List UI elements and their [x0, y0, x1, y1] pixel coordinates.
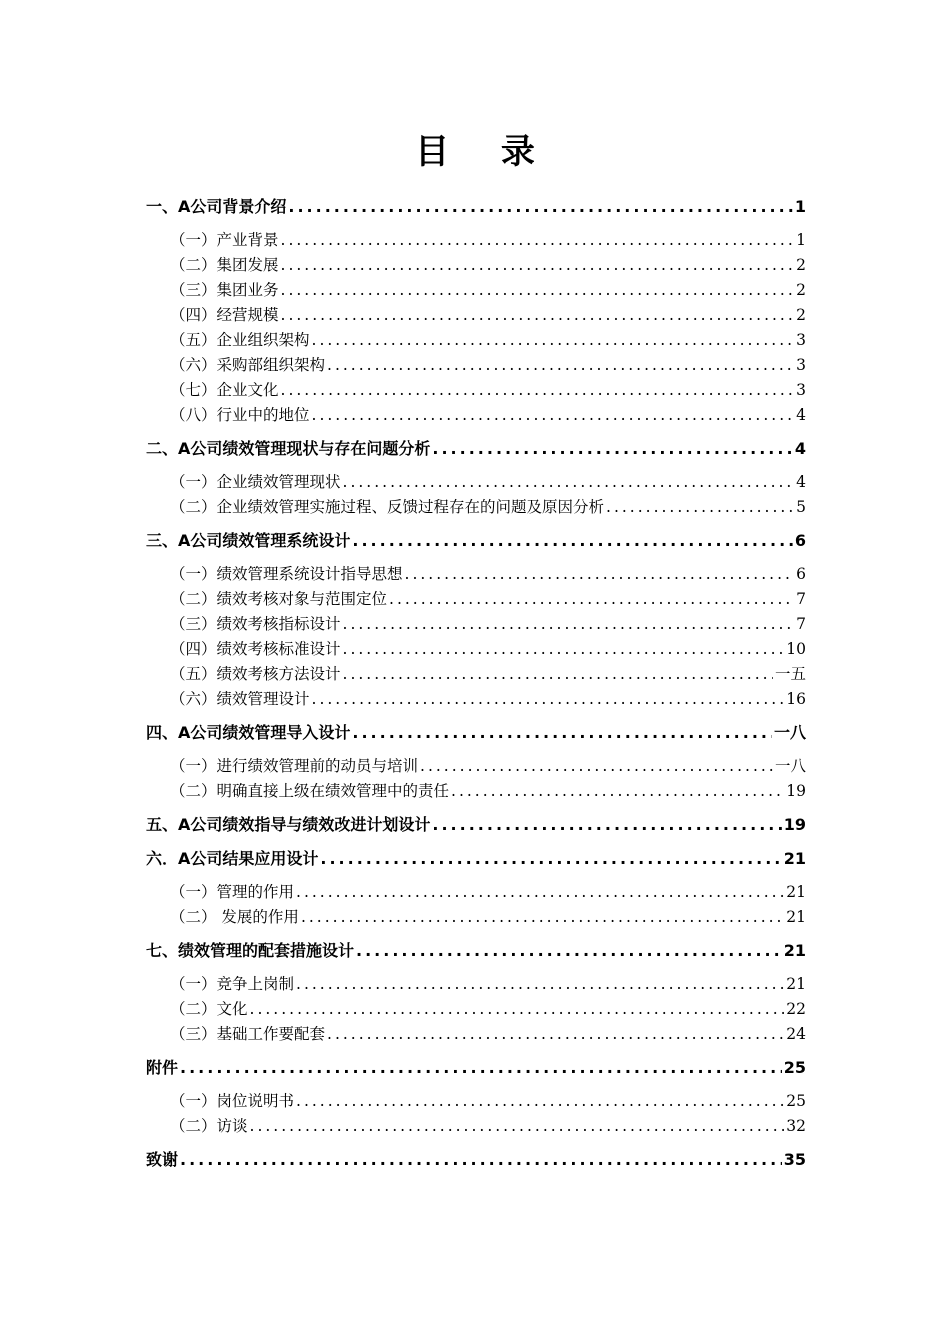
toc-page-number: 3: [796, 331, 806, 349]
toc-entry-label: （二）集团发展: [170, 256, 279, 274]
toc-leader-dots: [281, 253, 795, 278]
toc-leader-dots: [281, 228, 795, 253]
toc-leader-dots: [327, 1022, 784, 1047]
toc-section-entry[interactable]: [146, 378, 806, 403]
toc-leader-dots: [606, 495, 794, 520]
toc-chapter-entry[interactable]: [146, 812, 806, 838]
toc-entry-label: （一）岗位说明书: [170, 1092, 295, 1110]
toc-page-number: 6: [794, 531, 806, 550]
toc-section-entry[interactable]: [146, 1089, 806, 1114]
toc-section-entry[interactable]: [146, 303, 806, 328]
toc-entry-label: （二）绩效考核对象与范围定位: [170, 590, 388, 608]
toc-entry-label: 三、A公司绩效管理系统设计: [146, 531, 351, 550]
toc-leader-dots: [312, 687, 785, 712]
toc-chapter-entry[interactable]: [146, 846, 806, 872]
toc-leader-dots: [180, 1147, 782, 1173]
toc-entry-label: 一、A公司背景介绍: [146, 197, 287, 216]
toc-section-entry[interactable]: [146, 779, 806, 804]
toc-page-number: 16: [786, 690, 806, 708]
toc-leader-dots: [343, 662, 773, 687]
toc-entry-label: 附件: [146, 1058, 179, 1077]
toc-leader-dots: [296, 880, 784, 905]
toc-entry-label: （七）企业文化: [170, 381, 279, 399]
toc-leader-dots: [451, 779, 784, 804]
toc-page-number: 一八: [774, 757, 806, 775]
toc-entry-label: （一）进行绩效管理前的动员与培训: [170, 757, 419, 775]
toc-entry-label: （五）企业组织架构: [170, 331, 310, 349]
toc-leader-dots: [320, 846, 781, 872]
toc-page-number: 10: [786, 640, 806, 658]
toc-section-entry[interactable]: [146, 997, 806, 1022]
toc-leader-dots: [420, 754, 773, 779]
toc-entry-label: （二）企业绩效管理实施过程、反馈过程存在的问题及原因分析: [170, 498, 605, 516]
toc-leader-dots: [405, 562, 795, 587]
toc-section-entry[interactable]: [146, 1114, 806, 1139]
toc-page-number: 21: [786, 883, 806, 901]
toc-page-number: 一八: [773, 723, 806, 742]
toc-page-number: 5: [796, 498, 806, 516]
toc-entry-label: 二、A公司绩效管理现状与存在问题分析: [146, 439, 431, 458]
toc-section-entry[interactable]: [146, 253, 806, 278]
toc-leader-dots: [389, 587, 794, 612]
toc-leader-dots: [296, 1089, 784, 1114]
toc-chapter-entry[interactable]: [146, 938, 806, 964]
toc-leader-dots: [352, 528, 792, 554]
toc-section-entry[interactable]: [146, 662, 806, 687]
toc-entry-label: （六）绩效管理设计: [170, 690, 310, 708]
toc-page-number: 1: [796, 231, 806, 249]
toc-page-number: 25: [786, 1092, 806, 1110]
toc-leader-dots: [250, 997, 785, 1022]
toc-chapter-entry[interactable]: [146, 1055, 806, 1081]
toc-entry-label: 四、A公司绩效管理导入设计: [146, 723, 351, 742]
toc-page-number: 3: [796, 356, 806, 374]
toc-leader-dots: [312, 328, 795, 353]
toc-page-number: 2: [796, 256, 806, 274]
toc-leader-dots: [296, 972, 784, 997]
toc-section-entry[interactable]: [146, 905, 806, 930]
toc-section-entry[interactable]: [146, 637, 806, 662]
toc-page-number: 4: [796, 406, 806, 424]
toc-leader-dots: [343, 637, 785, 662]
toc-leader-dots: [343, 470, 795, 495]
toc-entry-label: 七、绩效管理的配套措施设计: [146, 941, 355, 960]
toc-entry-label: （六）采购部组织架构: [170, 356, 326, 374]
toc-chapter-entry[interactable]: [146, 720, 806, 746]
toc-page-number: 19: [786, 782, 806, 800]
toc-section-entry[interactable]: [146, 470, 806, 495]
toc-chapter-entry[interactable]: [146, 436, 806, 462]
toc-section-entry[interactable]: [146, 972, 806, 997]
toc-leader-dots: [327, 353, 794, 378]
toc-page-number: 35: [783, 1150, 806, 1169]
toc-entry-label: （一）管理的作用: [170, 883, 295, 901]
toc-leader-dots: [288, 194, 792, 220]
table-of-contents: [146, 194, 806, 1181]
toc-leader-dots: [281, 378, 795, 403]
toc-entry-label: （八）行业中的地位: [170, 406, 310, 424]
toc-page-number: 1: [794, 197, 806, 216]
toc-chapter-entry[interactable]: [146, 194, 806, 220]
toc-leader-dots: [180, 1055, 782, 1081]
toc-entry-label: 致谢: [146, 1150, 179, 1169]
toc-page-number: 24: [786, 1025, 806, 1043]
toc-entry-label: （五）绩效考核方法设计: [170, 665, 341, 683]
toc-chapter-entry[interactable]: [146, 1147, 806, 1173]
toc-leader-dots: [301, 905, 784, 930]
toc-leader-dots: [432, 812, 781, 838]
toc-entry-label: （四）绩效考核标准设计: [170, 640, 341, 658]
toc-section-entry[interactable]: [146, 328, 806, 353]
toc-leader-dots: [250, 1114, 785, 1139]
toc-section-entry[interactable]: [146, 754, 806, 779]
toc-leader-dots: [312, 403, 795, 428]
toc-entry-label: （二） 发展的作用: [170, 908, 299, 926]
toc-section-entry[interactable]: [146, 612, 806, 637]
toc-leader-dots: [281, 278, 795, 303]
toc-leader-dots: [343, 612, 795, 637]
toc-page-number: 21: [783, 941, 806, 960]
toc-entry-label: （三）绩效考核指标设计: [170, 615, 341, 633]
toc-page-number: 6: [796, 565, 806, 583]
toc-section-entry[interactable]: [146, 353, 806, 378]
toc-section-entry[interactable]: [146, 587, 806, 612]
toc-page-number: 22: [786, 1000, 806, 1018]
toc-page-number: 21: [786, 908, 806, 926]
toc-entry-label: （二）访谈: [170, 1117, 248, 1135]
toc-entry-label: （四）经营规模: [170, 306, 279, 324]
toc-page-number: 4: [796, 473, 806, 491]
toc-entry-label: （一）绩效管理系统设计指导思想: [170, 565, 403, 583]
toc-section-entry[interactable]: [146, 278, 806, 303]
page-title: 目 录: [415, 132, 555, 172]
toc-leader-dots: [432, 436, 792, 462]
toc-page-number: 7: [796, 615, 806, 633]
toc-section-entry[interactable]: [146, 495, 806, 520]
toc-section-entry[interactable]: [146, 228, 806, 253]
toc-entry-label: （一）产业背景: [170, 231, 279, 249]
toc-page-number: 19: [783, 815, 806, 834]
toc-entry-label: （二）文化: [170, 1000, 248, 1018]
toc-page-number: 3: [796, 381, 806, 399]
toc-entry-label: （三）集团业务: [170, 281, 279, 299]
toc-page-number: 4: [794, 439, 806, 458]
toc-page-number: 21: [783, 849, 806, 868]
toc-section-entry[interactable]: [146, 403, 806, 428]
toc-entry-label: （三）基础工作要配套: [170, 1025, 326, 1043]
toc-entry-label: （一）企业绩效管理现状: [170, 473, 341, 491]
toc-section-entry[interactable]: [146, 1022, 806, 1047]
toc-leader-dots: [356, 938, 782, 964]
toc-page-number: 7: [796, 590, 806, 608]
toc-page-number: 25: [783, 1058, 806, 1077]
toc-section-entry[interactable]: [146, 687, 806, 712]
toc-section-entry[interactable]: [146, 562, 806, 587]
toc-page-number: 32: [786, 1117, 806, 1135]
toc-entry-label: （二）明确直接上级在绩效管理中的责任: [170, 782, 450, 800]
toc-page-number: 2: [796, 281, 806, 299]
toc-leader-dots: [281, 303, 795, 328]
toc-page-number: 一五: [774, 665, 806, 683]
toc-chapter-entry[interactable]: [146, 528, 806, 554]
toc-entry-label: 六．A公司结果应用设计: [146, 849, 319, 868]
toc-section-entry[interactable]: [146, 880, 806, 905]
toc-entry-label: （一）竞争上岗制: [170, 975, 295, 993]
toc-entry-label: 五、A公司绩效指导与绩效改进计划设计: [146, 815, 431, 834]
toc-page-number: 2: [796, 306, 806, 324]
toc-leader-dots: [352, 720, 772, 746]
toc-page-number: 21: [786, 975, 806, 993]
